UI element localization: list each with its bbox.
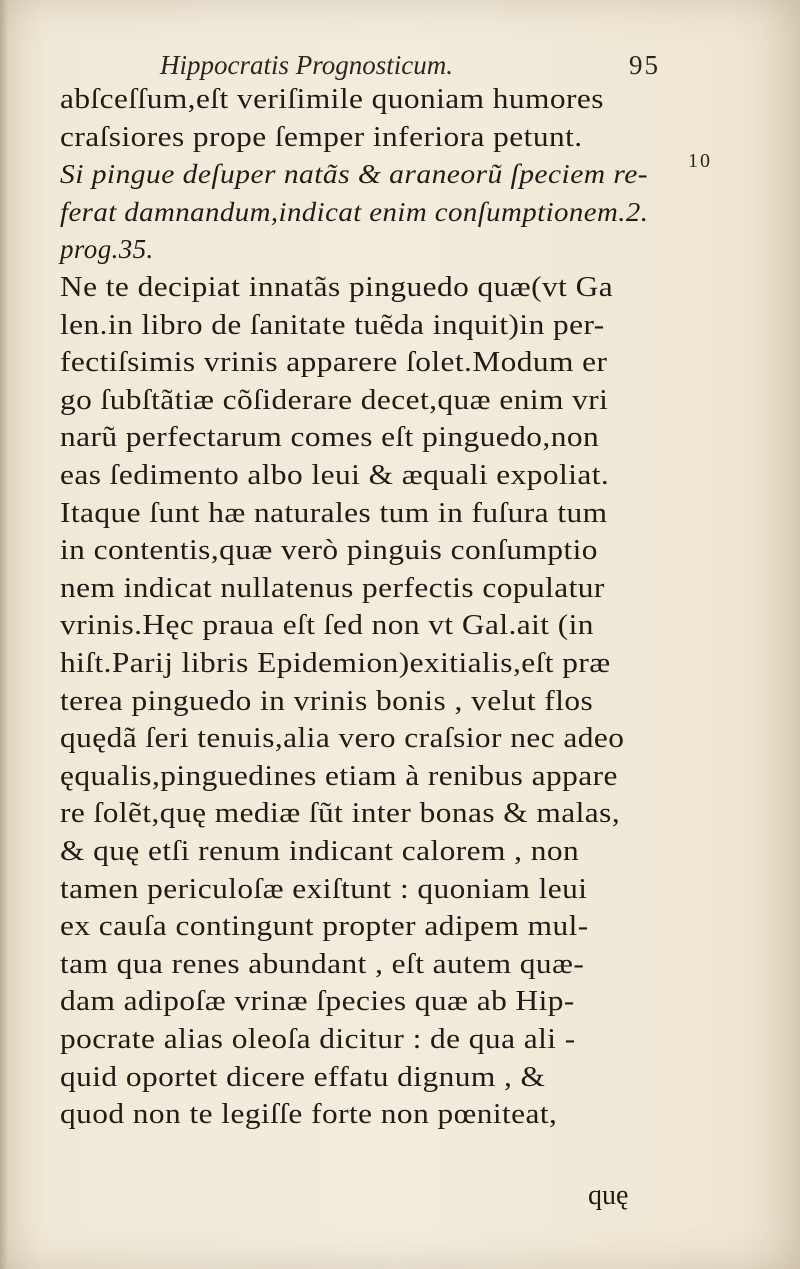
text-line: tamen periculoſæ exiſtunt : quoniam leui — [60, 873, 588, 905]
text-line: quod non te legiſſe forte non pœniteat, — [60, 1099, 558, 1131]
text-line: nem indicat nullatenus perfectis copulatur — [60, 572, 605, 604]
text-line: ęqualis,pinguedines etiam à renibus appare — [60, 760, 618, 792]
catchword: quę — [588, 1180, 629, 1211]
text-line: Itaque ſunt hæ naturales tum in fuſura tum — [60, 497, 608, 529]
running-header — [160, 50, 660, 86]
text-line: pocrate alias oleoſa dicitur : de qua ali - — [60, 1024, 576, 1055]
text-line: abſceſſum,eſt veriſimile quoniam humores — [60, 84, 604, 115]
page-number: 95 — [629, 50, 660, 80]
text-line: in contentis,quæ verò pinguis conſumptio — [60, 535, 598, 567]
text-line: dam adipoſæ vrinæ ſpecies quæ ab Hip- — [60, 986, 575, 1018]
text-line: quid oportet dicere effatu dignum , & — [60, 1061, 546, 1093]
running-title: Hippocratis Prognosticum. — [160, 50, 453, 80]
text-line: tam qua renes abundant , eſt autem quæ- — [60, 948, 585, 980]
text-line: narũ perfectarum comes eſt pinguedo,non — [60, 422, 600, 454]
text-line: re ſolẽt,quę mediæ ſũt inter bonas & malas, — [60, 798, 621, 830]
text-line: hiſt.Parij libris Epidemion)exitialis,eſt præ — [60, 648, 611, 679]
text-line: craſsiores prope ſemper inferiora petunt. — [60, 121, 583, 153]
text-line: Ne te decipiat innatãs pinguedo quæ(vt Ga — [60, 272, 614, 303]
text-line: Si pingue deſuper natãs & araneorũ ſpeciem re- — [60, 159, 649, 190]
text-line: ex cauſa contingunt propter adipem mul- — [60, 911, 589, 943]
text-line: go ſubſtãtiæ cõſiderare decet,quæ enim vri — [60, 384, 609, 416]
text-line: vrinis.Hęc praua eſt ſed non vt Gal.ait (in — [60, 610, 594, 642]
text-line: terea pinguedo in vrinis bonis , velut flos — [60, 685, 594, 717]
text-line: prog.35. — [60, 234, 154, 265]
text-line: ferat damnandum,indicat enim conſumptionem.2. — [60, 196, 649, 227]
text-line: fectiſsimis vrinis apparere ſolet.Modum er — [60, 347, 608, 379]
text-line: len.in libro de ſanitate tuẽda inquit)in per- — [60, 309, 605, 341]
margin-line-number: 10 — [688, 150, 712, 172]
text-line: & quę etſi renum indicant calorem , non — [60, 836, 580, 867]
text-line: eas ſedimento albo leui & æquali expoliat. — [60, 460, 610, 491]
text-line: quędã ſeri tenuis,alia vero craſsior nec adeo — [60, 723, 625, 755]
